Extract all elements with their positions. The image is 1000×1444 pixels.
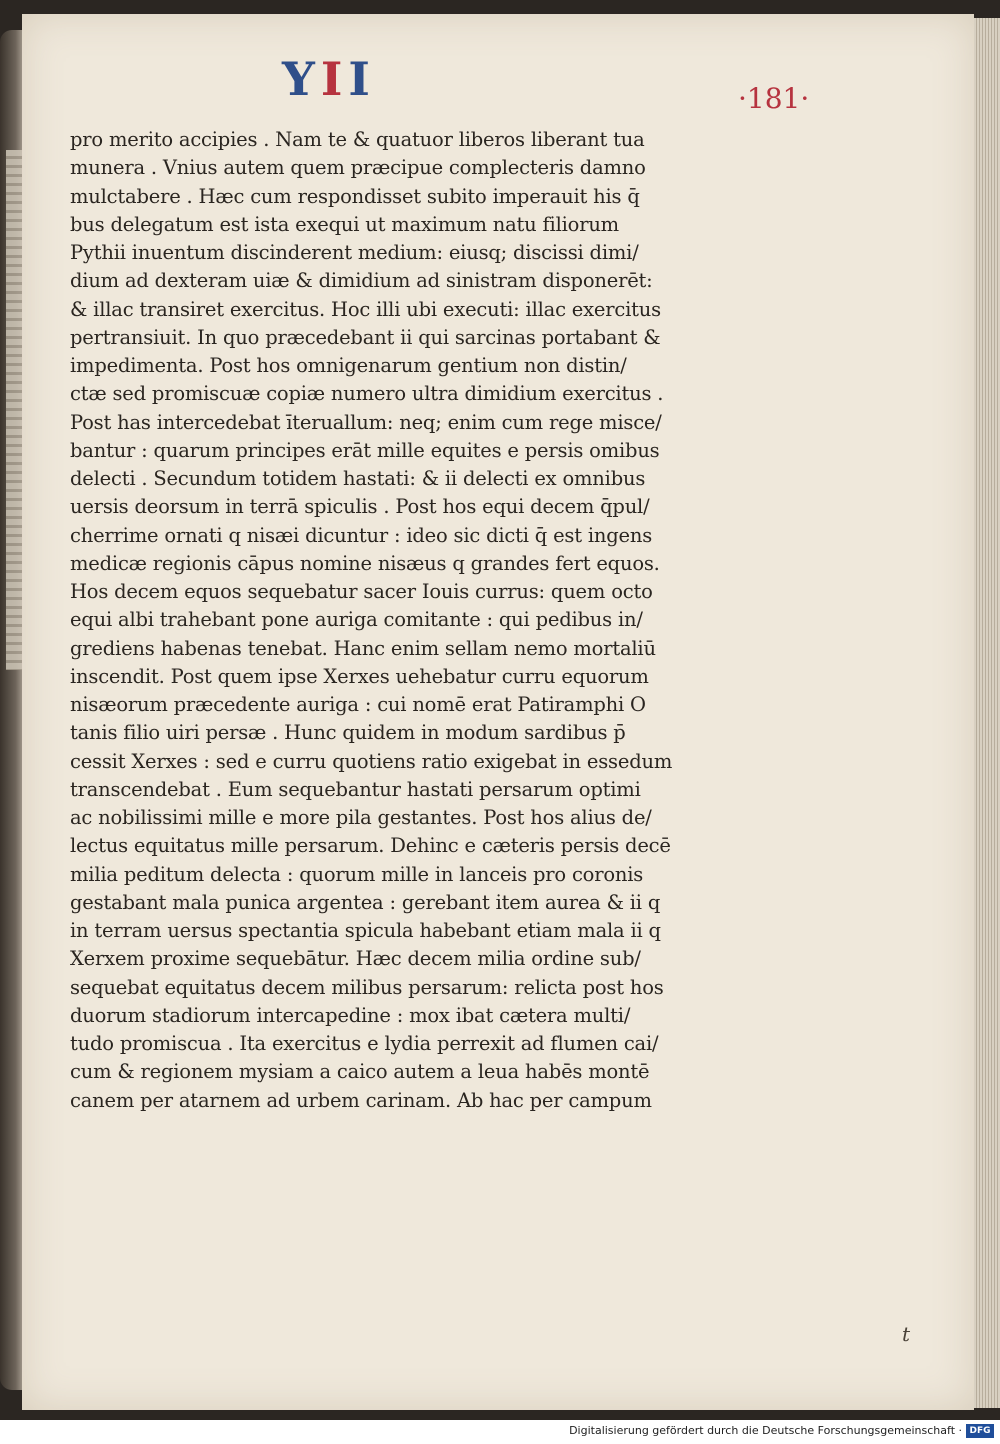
text-line: uersis deorsum in terrā spiculis . Post hos equi decem q̄pul/ — [70, 495, 650, 519]
text-line: nisæorum præcedente auriga : cui nomē erat Patiramphi O — [70, 693, 646, 716]
footer — [0, 1420, 1000, 1444]
text-line: cherrime ornati q nisæi dicuntur : ideo sic dicti q̄ est ingens — [70, 523, 653, 547]
text-line: canem per atarnem ad urbem carinam. Ab hac per campum — [70, 1088, 652, 1112]
text-line: pro merito accipies . Nam te & quatuor liberos liberant tua — [70, 128, 645, 151]
text-line: grediens habenas tenebat. Hanc enim sellam nemo mortaliū — [70, 636, 656, 660]
text-line: sequebat equitatus decem milibus persarum: relicta post hos — [70, 975, 664, 999]
body-text — [70, 126, 673, 1115]
text-line: tudo promiscua . Ita exercitus e lydia perrexit ad flumen cai/ — [70, 1032, 659, 1055]
text-line: equi albi trahebant pone auriga comitante : qui pedibus in/ — [70, 608, 643, 632]
text-line: Hos decem equos sequebatur sacer Iouis currus: quem octo — [70, 580, 653, 603]
text-line: lectus equitatus mille persarum. Dehinc e cæteris persis decē — [70, 834, 671, 858]
text-line: cessit Xerxes : sed e curru quotiens ratio exigebat in essedum — [70, 749, 673, 773]
text-line: milia peditum delecta : quorum mille in lanceis pro coronis — [70, 862, 644, 886]
text-line: tanis filio uiri persæ . Hunc quidem in modum sardibus p̄ — [70, 721, 626, 745]
signature-mark: t — [902, 1322, 911, 1346]
text-line: Xerxem proxime sequebātur. Hæc decem milia ordine sub/ — [70, 947, 641, 971]
text-line: mulctabere . Hæc cum respondisset subito imperauit his q̄ — [70, 184, 640, 208]
text-line: munera . Vnius autem quem præcipue complecteris damno — [70, 156, 646, 180]
text-line: bantur : quarum principes erāt mille equites e persis omibus — [70, 438, 660, 462]
text-line: impedimenta. Post hos omnigenarum gentium non distin/ — [70, 354, 627, 377]
text-line: dium ad dexteram uiæ & dimidium ad sinistram disponerēt: — [70, 269, 653, 293]
text-line: inscendit. Post quem ipse Xerxes uehebatur curru equorum — [70, 664, 649, 688]
text-line: Pythii inuentum discinderent medium: eiusq; discissi dimi/ — [70, 241, 639, 264]
text-line: medicæ regionis cāpus nomine nisæus q grandes fert equos. — [70, 551, 660, 575]
text-line: duorum stadiorum intercapedine : mox ibat cætera multi/ — [70, 1003, 631, 1027]
running-head-blue: Y — [282, 52, 321, 106]
text-line: ctæ sed promiscuæ copiæ numero ultra dimidium exercitus . — [70, 382, 664, 406]
text-line: in terram uersus spectantia spicula habebant etiam mala ii q — [70, 919, 661, 942]
running-head-end: I — [348, 52, 376, 106]
running-head-initials — [282, 52, 482, 108]
text-line: & illac transiret exercitus. Hoc illi ubi executi: illac exercitus — [70, 297, 661, 321]
text-line: ac nobilissimi mille e more pila gestantes. Post hos alius de/ — [70, 806, 652, 829]
text-line: transcendebat . Eum sequebantur hastati persarum optimi — [70, 777, 641, 801]
text-line: bus delegatum est ista exequi ut maximum natu filiorum — [70, 212, 619, 236]
running-head-red: I — [320, 52, 349, 106]
folio-number: ·181· — [738, 82, 810, 115]
text-line: delecti . Secundum totidem hastati: & ii delecti ex omnibus — [70, 467, 646, 490]
dfg-logo: DFG — [966, 1424, 994, 1438]
text-line: Post has intercedebat īteruallum: neq; enim cum rege misce/ — [70, 410, 662, 434]
text-line: cum & regionem mysiam a caico autem a leua habēs montē — [70, 1060, 650, 1084]
text-line: pertransiuit. In quo præcedebant ii qui sarcinas portabant & — [70, 325, 661, 349]
text-line: gestabant mala punica argentea : gerebant item aurea & ii q — [70, 890, 661, 914]
page-edge — [974, 18, 1000, 1408]
footer-credit: Digitalisierung gefördert durch die Deutsche Forschungsgemeinschaft · — [569, 1424, 962, 1437]
